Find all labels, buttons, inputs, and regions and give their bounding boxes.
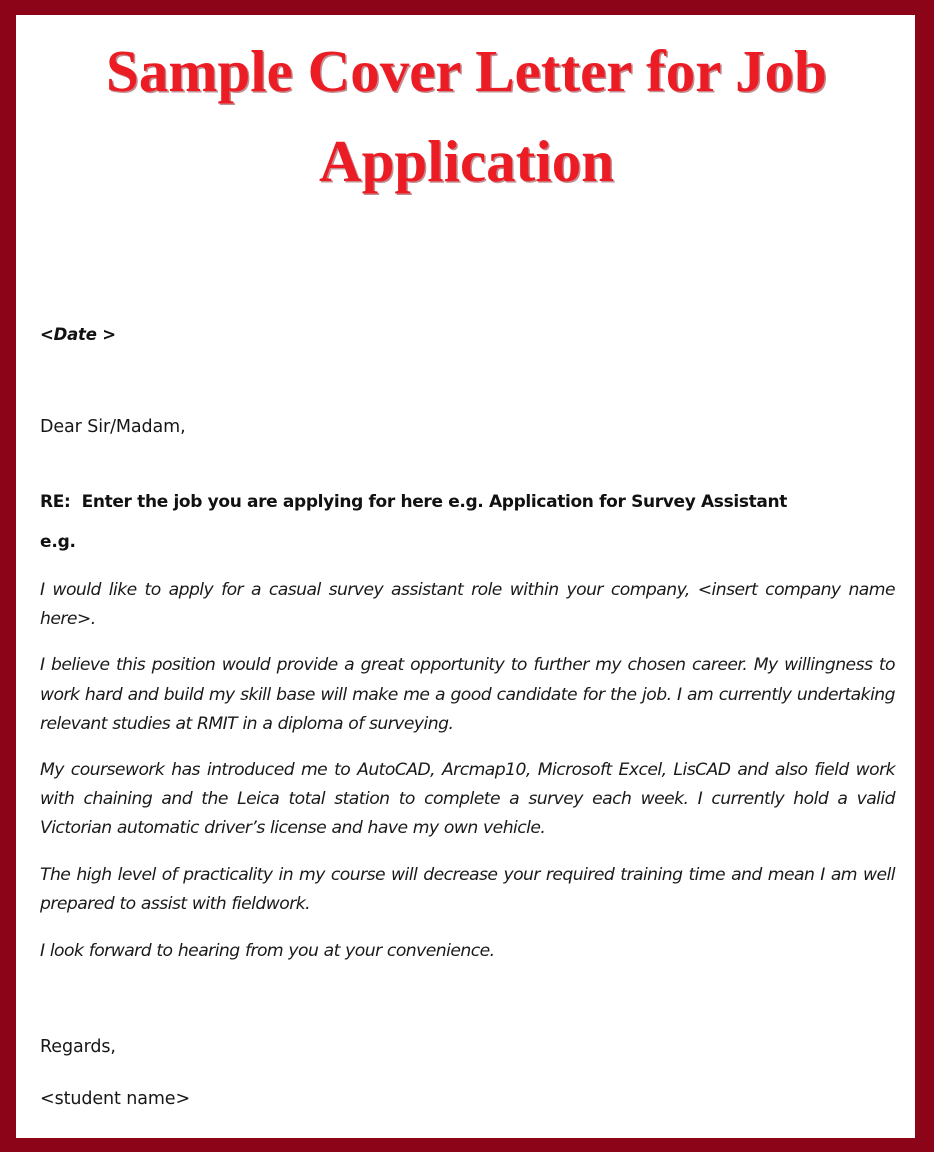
- document-content: [24, 15, 909, 1138]
- date-placeholder: <Date >: [40, 325, 116, 344]
- letter-paragraph-1: I would like to apply for a casual survey assistant role within your company, <insert company name here>.: [40, 580, 895, 630]
- page-title: Sample Cover Letter for Job Application: [106, 38, 827, 194]
- example-label: e.g.: [40, 532, 76, 552]
- document-sheet: [16, 15, 915, 1138]
- subject-line: RE: Enter the job you are applying for here e.g. Application for Survey Assistant: [40, 492, 788, 512]
- letter-body: [24, 206, 909, 1109]
- salutation-line: Dear Sir/Madam,: [40, 417, 186, 437]
- letter-paragraph-2: I believe this position would provide a great opportunity to further my chosen career. My willingness to work hard and build my skill base will make me a good candidate for the job. I am currently undertaking relevant studies at RMIT in a diploma of surveying.: [40, 655, 895, 734]
- signature-placeholder: <student name>: [40, 1089, 191, 1110]
- letter-paragraph-5: I look forward to hearing from you at your convenience.: [40, 941, 495, 962]
- letter-paragraph-3: My coursework has introduced me to AutoCAD, Arcmap10, Microsoft Excel, LisCAD and also field work with chaining and the Leica total station to complete a survey each week. I currently hold a valid Victorian automatic driver’s license and have my own vehicle.: [40, 760, 895, 839]
- letter-paragraph-4: The high level of practicality in my course will decrease your required training time and mean I am well prepared to assist with fieldwork.: [40, 864, 895, 914]
- closing-line: Regards,: [40, 1037, 116, 1058]
